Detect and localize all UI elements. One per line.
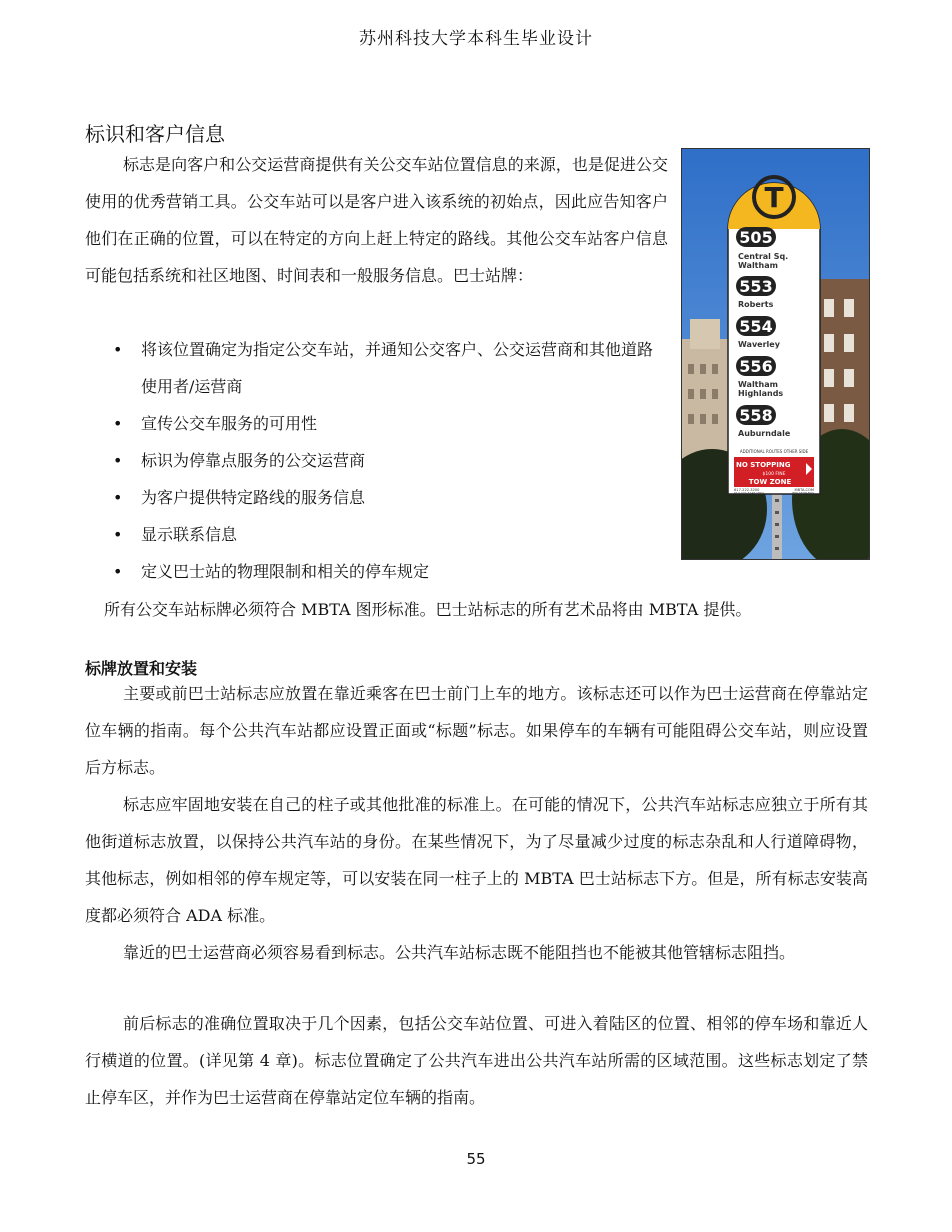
route-number: 558	[739, 406, 773, 425]
route-name: Waltham	[738, 380, 778, 389]
list-item: • 宣传公交车服务的可用性	[85, 405, 668, 442]
list-item: • 标识为停靠点服务的公交运营商	[85, 442, 668, 479]
sign-functions-list	[85, 331, 668, 590]
route-name: Waverley	[738, 340, 780, 349]
body-paragraph: 主要或前巴士站标志应放置在靠近乘客在巴士前门上车的地方。该标志还可以作为巴士运营商在停靠站定位车辆的指南。每个公共汽车站都应设置正面或“标题”标志。如果停车的车辆有可能阻碍公交车站，则应设置后方标志。	[85, 684, 868, 777]
contact-tty: 617-222-5146 (TTY)	[734, 491, 764, 495]
additional-routes-note: ADDITIONAL ROUTES OTHER SIDE	[739, 449, 809, 454]
route-name: Waltham	[738, 261, 778, 270]
route-number: 554	[739, 317, 773, 336]
contact-phone: 617-222-3200	[734, 488, 760, 492]
route-number: 553	[739, 277, 773, 296]
standard-note: 所有公交车站标牌必须符合 MBTA 图形标准。巴士站标志的所有艺术品将由 MBTA 提供。	[104, 600, 752, 619]
body-paragraph: 前后标志的准确位置取决于几个因素，包括公交车站位置、可进入着陆区的位置、相邻的停车场和靠近人行横道的位置。(详见第 4 章)。标志位置确定了公共汽车进出公共汽车站所需的区域范围。这些标志划定了禁止停车区，并作为巴士运营商在停靠站定位车辆的指南。	[85, 1014, 868, 1107]
route-number: 505	[739, 228, 773, 247]
bullet-icon: •	[113, 414, 123, 433]
t-logo: T	[764, 181, 784, 214]
body-paragraph: 靠近的巴士运营商必须容易看到标志。公共汽车站标志既不能阻挡也不能被其他管辖标志阻挡。	[123, 943, 796, 962]
fine-text: $100 FINE	[762, 472, 786, 477]
route-number: 556	[739, 357, 773, 376]
route-name: Auburndale	[738, 429, 791, 438]
contact-bus-line: 800-STOP-BUS	[792, 491, 814, 495]
bullet-icon: •	[113, 488, 123, 507]
list-item: • 将该位置确定为指定公交车站，并通知公交客户、公交运营商和其他道路使用者/运营商	[85, 331, 668, 405]
tow-zone-text: TOW ZONE	[748, 478, 792, 486]
no-stopping-text: NO STOPPING	[736, 461, 791, 469]
contact-web: MBTA.COM	[794, 488, 814, 492]
page-header: 苏州科技大学本科生毕业设计	[359, 29, 593, 49]
intro-paragraph: 标志是向客户和公交运营商提供有关公交车站位置信息的来源，也是促进公交使用的优秀营销工具。公交车站可以是客户进入该系统的初始点，因此应告知客户他们在正确的位置，可以在特定的方向上赶上特定的路线。其他公交车站客户信息可能包括系统和社区地图、时间表和一般服务信息。巴士站牌：	[85, 155, 668, 285]
list-item: • 显示联系信息	[85, 516, 668, 553]
bullet-icon: •	[113, 562, 123, 581]
section-title: 标识和客户信息	[85, 122, 225, 146]
subsection-title: 标牌放置和安装	[85, 659, 198, 678]
route-name: Roberts	[738, 300, 774, 309]
route-name: Highlands	[738, 389, 784, 398]
bullet-icon: •	[113, 525, 123, 544]
bus-stop-sign-photo	[681, 148, 870, 560]
route-name: Central Sq.	[738, 252, 789, 261]
bullet-icon: •	[113, 340, 123, 359]
list-item: • 定义巴士站的物理限制和相关的停车规定	[85, 553, 668, 590]
page-number: 55	[466, 1150, 486, 1168]
list-item: • 为客户提供特定路线的服务信息	[85, 479, 668, 516]
bullet-icon: •	[113, 451, 123, 470]
body-paragraph: 标志应牢固地安装在自己的柱子或其他批准的标准上。在可能的情况下，公共汽车站标志应独立于所有其他街道标志放置，以保持公共汽车站的身份。在某些情况下，为了尽量减少过度的标志杂乱和人行道障碍物，其他标志，例如相邻的停车规定等，可以安装在同一柱子上的 MBTA 巴士站标志下方。但是，所有标志安装高度都必须符合 ADA 标准。	[85, 795, 868, 925]
